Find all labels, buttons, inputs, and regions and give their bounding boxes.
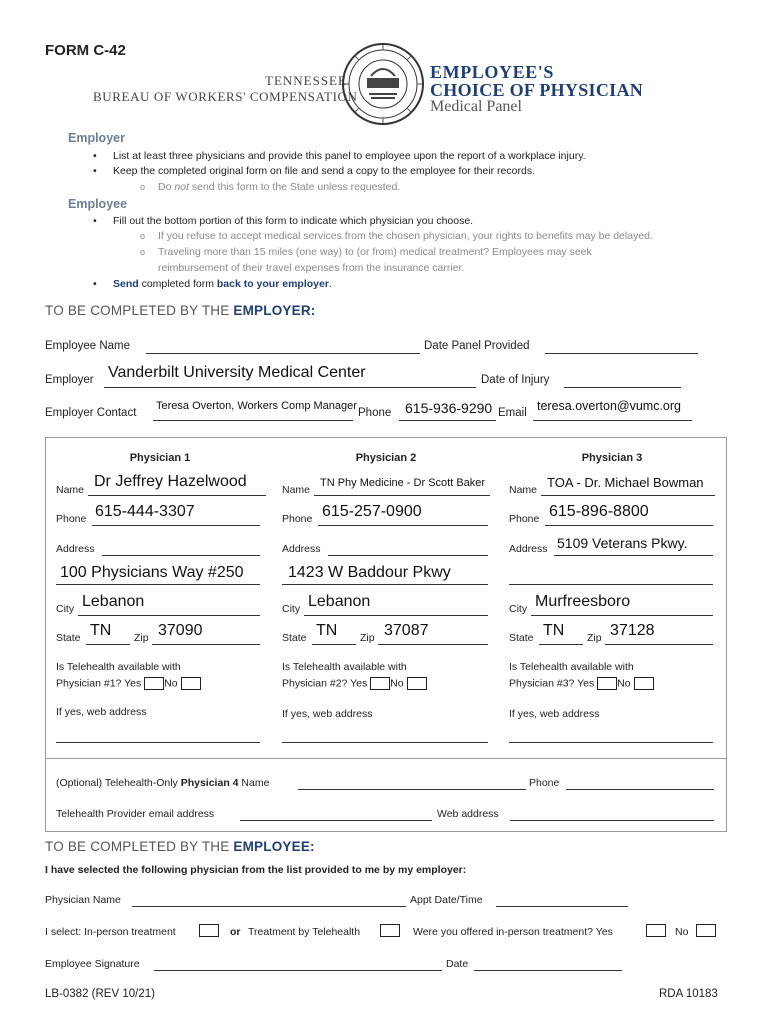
employer-instruction-2: • Keep the completed original form on file and send a copy to the employee for their records. — [113, 165, 535, 177]
physician-1-zip-value: 37090 — [158, 622, 203, 639]
physician-1-web-label: If yes, web address — [56, 706, 147, 718]
physician-3-zip-label: Zip — [587, 632, 602, 644]
state-name: TENNESSEE — [265, 73, 347, 88]
offered-no-label: No — [675, 926, 689, 938]
bureau-name: BUREAU OF WORKERS' COMPENSATION — [93, 89, 358, 104]
employer-contact-field[interactable] — [153, 420, 353, 421]
date-injury-label: Date of Injury — [481, 374, 550, 386]
physician-2-web-field[interactable] — [282, 742, 488, 743]
physician-1-telehealth-question: Is Telehealth available with — [56, 661, 181, 673]
or-label: or — [230, 926, 241, 938]
employee-statement: I have selected the following physician from the list provided to me by my employer: — [45, 864, 467, 876]
physician-1-telehealth-yes-checkbox[interactable] — [144, 677, 164, 690]
physician-1-city-value: Lebanon — [82, 593, 145, 610]
telehealth-provider-email-field[interactable] — [240, 820, 432, 821]
physician-3-zip-field[interactable] — [605, 644, 713, 645]
physician-3-phone-label: Phone — [509, 513, 540, 525]
physician-panel-divider — [46, 758, 726, 759]
employer-instruction-1: • List at least three physicians and provide this panel to employee upon the report of a workplace injury. — [113, 150, 586, 162]
physician-2-telehealth-no-checkbox[interactable] — [407, 677, 427, 690]
physician-1-name-field[interactable] — [88, 495, 266, 496]
physician-2-zip-label: Zip — [360, 632, 375, 644]
physician-1-phone-label: Phone — [56, 513, 87, 525]
offered-in-person-label: Were you offered in-person treatment? Yes — [413, 926, 613, 938]
physician-2-name-field[interactable] — [314, 495, 490, 496]
physician-1-state-label: State — [56, 632, 81, 644]
employee-signature-label: Employee Signature — [45, 958, 140, 970]
physician-1-address-value: 100 Physicians Way #250 — [60, 564, 244, 581]
appt-datetime-label: Appt Date/Time — [410, 894, 483, 906]
physician-3-address-field-1[interactable] — [554, 555, 713, 556]
employee-sub-instruction-1: o If you refuse to accept medical services from the chosen physician, your rights to benefits may be delayed. — [158, 230, 653, 242]
physician-3-state-value: TN — [543, 622, 565, 639]
physician-2-phone-field[interactable] — [318, 525, 488, 526]
physician-2-telehealth-question: Is Telehealth available with — [282, 661, 407, 673]
date-panel-field[interactable] — [545, 353, 698, 354]
physician-1-address-label: Address — [56, 543, 95, 555]
physician-3-name-label: Name — [509, 484, 538, 496]
telehealth-web-field[interactable] — [510, 820, 714, 821]
employee-date-label: Date — [446, 958, 469, 970]
telehealth-checkbox[interactable] — [380, 924, 400, 937]
employer-field[interactable] — [104, 387, 476, 388]
employee-instruction-1: • Fill out the bottom portion of this form to indicate which physician you choose. — [113, 215, 473, 227]
physician-1-web-field[interactable] — [56, 742, 260, 743]
physician-1-city-field[interactable] — [78, 615, 260, 616]
physician-2-address-field-1[interactable] — [328, 555, 488, 556]
offered-no-checkbox[interactable] — [696, 924, 716, 937]
physician-3-telehealth-no-checkbox[interactable] — [634, 677, 654, 690]
physician-1-address-field-1[interactable] — [102, 555, 260, 556]
employee-sub-instruction-2: o Traveling more than 15 miles (one way) to (or from) medical treatment? Employees may seek — [158, 246, 592, 258]
physician-name-label: Physician Name — [45, 894, 121, 906]
telehealth-provider-email-label: Telehealth Provider email address — [56, 808, 215, 820]
physician-2-heading: Physician 2 — [355, 452, 417, 464]
contact-phone-value: 615-936-9290 — [405, 400, 493, 416]
physician-3-zip-value: 37128 — [610, 622, 655, 639]
employer-instructions-heading: Employer — [68, 131, 125, 145]
employee-name-field[interactable] — [146, 353, 420, 354]
physician-3-address-label: Address — [509, 543, 548, 555]
physician-3-name-field[interactable] — [541, 495, 715, 496]
physician-3-address-field-2[interactable] — [509, 584, 713, 585]
physician-3-name-value: TOA - Dr. Michael Bowman — [547, 475, 704, 490]
telehealth-only-phone-field[interactable] — [566, 789, 714, 790]
employee-instructions-heading: Employee — [68, 197, 128, 211]
send-instruction: • Send completed form back to your employer. — [113, 278, 332, 290]
rda-number: RDA 10183 — [659, 988, 718, 1000]
telehealth-web-label: Web address — [437, 808, 499, 820]
physician-3-city-field[interactable] — [531, 615, 713, 616]
telehealth-only-name-field[interactable] — [298, 789, 526, 790]
physician-2-city-field[interactable] — [304, 615, 488, 616]
offered-yes-checkbox[interactable] — [646, 924, 666, 937]
physician-2-name-label: Name — [282, 484, 311, 496]
physician-2-address-field-2[interactable] — [282, 584, 488, 585]
physician-3-phone-value: 615-896-8800 — [549, 503, 649, 520]
physician-2-city-label: City — [282, 603, 301, 615]
physician-1-telehealth-row: Physician #1? Yes No — [56, 677, 201, 690]
physician-2-web-label: If yes, web address — [282, 708, 373, 720]
physician-1-state-field[interactable] — [86, 644, 130, 645]
physician-3-state-label: State — [509, 632, 534, 644]
appt-datetime-field[interactable] — [496, 906, 628, 907]
physician-2-state-value: TN — [316, 622, 338, 639]
employer-sub-instruction: o Do not send this form to the State unless requested. — [158, 181, 400, 193]
physician-2-phone-value: 615-257-0900 — [322, 503, 422, 520]
physician-2-address-label: Address — [282, 543, 321, 555]
employee-name-label: Employee Name — [45, 340, 131, 352]
physician-1-name-value: Dr Jeffrey Hazelwood — [94, 473, 247, 490]
form-revision: LB-0382 (REV 10/21) — [45, 988, 155, 1000]
physician-2-zip-field[interactable] — [378, 644, 488, 645]
physician-1-name-label: Name — [56, 484, 85, 496]
physician-1-heading: Physician 1 — [129, 452, 191, 464]
physician-3-web-label: If yes, web address — [509, 708, 600, 720]
physician-3-state-field[interactable] — [539, 644, 583, 645]
employer-contact-label: Employer Contact — [45, 407, 137, 419]
physician-3-telehealth-question: Is Telehealth available with — [509, 661, 634, 673]
physician-1-state-value: TN — [90, 622, 112, 639]
contact-email-field[interactable] — [533, 420, 692, 421]
contact-phone-field[interactable] — [399, 420, 496, 421]
date-injury-field[interactable] — [564, 387, 681, 388]
contact-phone-label: Phone — [358, 407, 392, 419]
physician-2-telehealth-row: Physician #2? Yes No — [282, 677, 427, 690]
physician-1-telehealth-no-checkbox[interactable] — [181, 677, 201, 690]
form-title-line3: Medical Panel — [430, 98, 522, 115]
employee-signature-field[interactable] — [154, 970, 442, 971]
physician-name-field[interactable] — [132, 906, 406, 907]
form-title-line1: EMPLOYEE'S — [430, 62, 555, 82]
employee-sub-instruction-2-cont: reimbursement of their travel expenses from the insurance carrier. — [158, 262, 465, 274]
in-person-checkbox[interactable] — [199, 924, 219, 937]
select-in-person-label: I select: In-person treatment — [45, 926, 176, 938]
telehealth-treatment-label: Treatment by Telehealth — [248, 926, 361, 938]
tennessee-state-seal-icon — [341, 42, 425, 126]
physician-3-city-value: Murfreesboro — [535, 593, 631, 610]
employer-section-title: TO BE COMPLETED BY THE EMPLOYER: — [45, 303, 316, 318]
telehealth-only-name-label: (Optional) Telehealth-Only Physician 4 Name — [56, 777, 270, 789]
physician-3-telehealth-row: Physician #3? Yes No — [509, 677, 654, 690]
employee-section-title: TO BE COMPLETED BY THE EMPLOYEE: — [45, 839, 315, 854]
physician-3-telehealth-yes-checkbox[interactable] — [597, 677, 617, 690]
employee-date-field[interactable] — [474, 970, 622, 971]
physician-3-address-value: 5109 Veterans Pkwy. — [557, 535, 688, 551]
date-panel-label: Date Panel Provided — [424, 340, 530, 352]
physician-1-phone-value: 615-444-3307 — [95, 503, 195, 520]
physician-2-address-value: 1423 W Baddour Pkwy — [288, 564, 451, 581]
contact-email-value: teresa.overton@vumc.org — [537, 399, 682, 413]
telehealth-only-phone-label: Phone — [529, 777, 560, 789]
employer-contact-value: Teresa Overton, Workers Comp Manager — [156, 400, 357, 412]
physician-1-phone-field[interactable] — [92, 525, 260, 526]
form-number: FORM C-42 — [45, 42, 126, 59]
physician-3-phone-field[interactable] — [545, 525, 713, 526]
physician-2-state-field[interactable] — [312, 644, 356, 645]
form-title-line2: CHOICE OF PHYSICIAN — [430, 80, 644, 100]
physician-1-address-field-2[interactable] — [56, 584, 260, 585]
employer-label: Employer — [45, 374, 94, 386]
physician-2-name-value: TN Phy Medicine - Dr Scott Baker — [320, 477, 486, 489]
employer-value: Vanderbilt University Medical Center — [108, 364, 366, 381]
physician-2-state-label: State — [282, 632, 307, 644]
physician-1-city-label: City — [56, 603, 75, 615]
physician-3-city-label: City — [509, 603, 528, 615]
physician-3-heading: Physician 3 — [581, 452, 643, 464]
physician-2-city-value: Lebanon — [308, 593, 371, 610]
physician-1-zip-label: Zip — [134, 632, 149, 644]
contact-email-label: Email — [498, 407, 527, 419]
physician-2-telehealth-yes-checkbox[interactable] — [370, 677, 390, 690]
physician-2-zip-value: 37087 — [384, 622, 429, 639]
physician-3-web-field[interactable] — [509, 742, 713, 743]
physician-2-phone-label: Phone — [282, 513, 313, 525]
physician-1-zip-field[interactable] — [152, 644, 260, 645]
